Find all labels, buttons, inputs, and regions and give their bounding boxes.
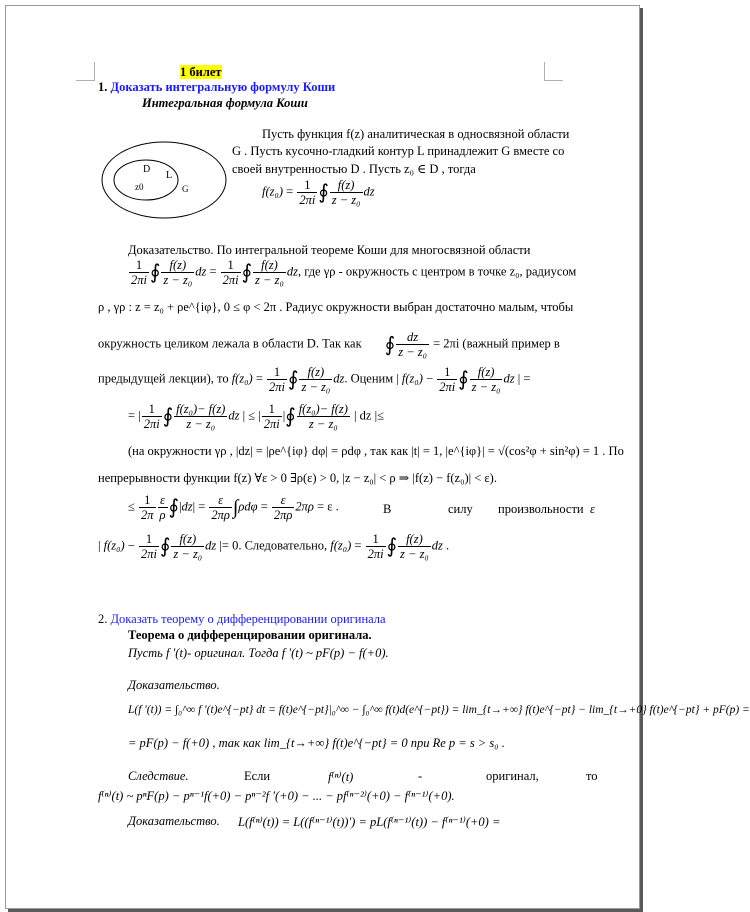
ticket-heading: 1 билет [180,65,222,79]
q2-statement: Пусть f ′(t)- оригинал. Тогда f ′(t) ~ pF(p) − f(+0). [128,646,389,660]
q1-proof-heading: Доказательство. По интегральной теореме Коши для многосвязной области [128,243,531,257]
q1-proof-line5: = | $\frac{1}{2\pi i}$ ∮ $\frac{\text{f(z₀)− f(z)}}{\text{z − z₀}}$ dz | ≤ | $\frac{1}{2\pi i}$ |∮ $\frac{\text{f(z₀)− f(z)}}{\text{z − z₀}}$ | dz |≤ [128,402,384,431]
label-D: D [143,164,151,175]
q1-proof-line1: $\frac{1}{2\pi i}$ ∮ $\frac{f(z)}{\text{z − z₀}}$ dz = $\frac{1}{2\pi i}$ ∮ $\frac{f(z)}{\text{z − z₀}}$ dz, где γρ - окружность с центром в точке z₀, радиусом [131,258,577,287]
q1-proof-line9: | f(z₀) − $\frac{1}{2\pi i}$ ∮ $\frac{f(z)}{\text{z − z₀}}$ dz |= 0. Следовательно, f(z₀) = $\frac{1}{2\pi i}$ ∮ $\frac{f(z)}{\text{z − z₀}}$ dz . [98,532,450,561]
q1-intro-line3: своей внутренностью D . Пусть z₀ ∈ D , тогда [232,162,476,176]
margin-corner-top-right [544,62,563,81]
q1-proof-line4: предыдущей лекции), то f(z₀) = $\frac{1}{2\pi i}$ ∮ $\frac{f(z)}{\text{z − z₀}}$ dz. Оценим | f(z₀) − $\frac{1}{2\pi i}$ ∮ $\frac{f(z)}{\text{z − z₀}}$ dz | = [98,365,531,394]
label-z0: z0 [135,182,144,192]
margin-corner-top-left [76,62,95,81]
q1-proof-line2: ρ , γρ : z = z₀ + ρe^{iφ}, 0 ≤ φ < 2π . Радиус окружности выбран достаточно малым, чтобы [98,300,574,314]
q2-corollary-proof-formula: L(f⁽ⁿ⁾(t)) = L((f⁽ⁿ⁻¹⁾(t))′) = pL(f⁽ⁿ⁻¹⁾(t)) − f⁽ⁿ⁻¹⁾(+0) = [238,815,501,829]
frac-1-2pii: $\frac{1}{2\pi i}$ [299,178,316,207]
q2-corollary-formula: f⁽ⁿ⁾(t) ~ pⁿF(p) − pⁿ⁻¹f(+0) − pⁿ⁻²f ′(+0) − ... − pf⁽ⁿ⁻²⁾(+0) − f⁽ⁿ⁻¹⁾(+0). [98,789,455,803]
contour-integral-sign: ∮ [318,181,329,204]
q2-proof-label: Доказательство. [128,678,220,692]
q2-corollary-proof-label: Доказательство. [128,814,220,828]
q1-intro-line1: Пусть функция f(z) аналитическая в односвязной области [262,127,570,141]
q2-proof-formula2: = pF(p) − f(+0) , так как lim_{t→+∞} f(t)e^{−pt} = 0 при Re p = s > s₀ . [128,736,505,750]
corollary-word-then: то [586,769,598,783]
q1-heading: 1. Доказать интегральную формулу Коши [98,80,336,94]
q2-heading: 2. Доказать теорему о дифференцировании оригинала [98,612,386,626]
q1-proof-line6: (на окружности γρ , |dz| = |ρe^{iφ} dφ| = ρdφ , так как |t| = 1, |e^{iφ}| = √(cos²φ + sin²φ) = 1 . По [128,444,624,458]
q1-subtitle: Интегральная формула Коши [142,96,308,110]
q2-proof-formula: L(f ′(t)) = ∫₀^∞ f ′(t)e^{−pt} dt = f(t)e^{−pt}|₀^∞ − ∫₀^∞ f(t)d(e^{−pt}) = lim_{t→+∞} f(t)e^{−pt} − lim_{t→+0} f(t)e^{−pt} + pF(p) = [128,704,750,716]
corollary-label: Следствие. [128,769,189,783]
q1-proof-line8: ≤ $\frac{1}{2\pi}$ $\frac{\varepsilon}{\rho}$ ∮|dz| = $\frac{\varepsilon}{2\pi\rho}$ ∫ρdφ = $\frac{\varepsilon}{2\pi\rho}$ 2πρ = ε . В силу произвольности ε [128,493,595,522]
q2-theorem-title: Теорема о дифференцировании оригинала. [128,628,372,642]
cauchy-formula: f(z₀) = $\frac{1}{2\pi i}$ ∮ $\frac{f(z)}{\text{z − z₀}}$ dz [262,178,375,207]
q1-proof-line7: непрерывности функции f(z) ∀ε > 0 ∃ρ(ε) > 0, |z − z₀| < ρ ⇒ |f(z) − f(z₀)| < ε). [98,471,497,485]
label-L: L [166,170,173,181]
label-G: G [182,184,189,194]
corollary-word-if: Если [244,769,271,783]
q1-proof-line3: окружность целиком лежала в области D. Так как ∮ $\frac{dz}{\text{z − z₀}}$ = 2πi (важный пример в [98,330,560,359]
region-diagram [100,140,228,220]
corollary-word-original: оригинал, [486,769,539,783]
corollary-dash: - [418,769,423,783]
corollary-fn: f⁽ⁿ⁾(t) [328,770,354,784]
region-G-outline [102,142,226,218]
q1-intro-line2: G . Пусть кусочно-гладкий контур L принадлежит G вместе со [232,144,565,158]
frac-fz-over: $\frac{f(z)}{\text{z − z₀}}$ [331,178,361,207]
